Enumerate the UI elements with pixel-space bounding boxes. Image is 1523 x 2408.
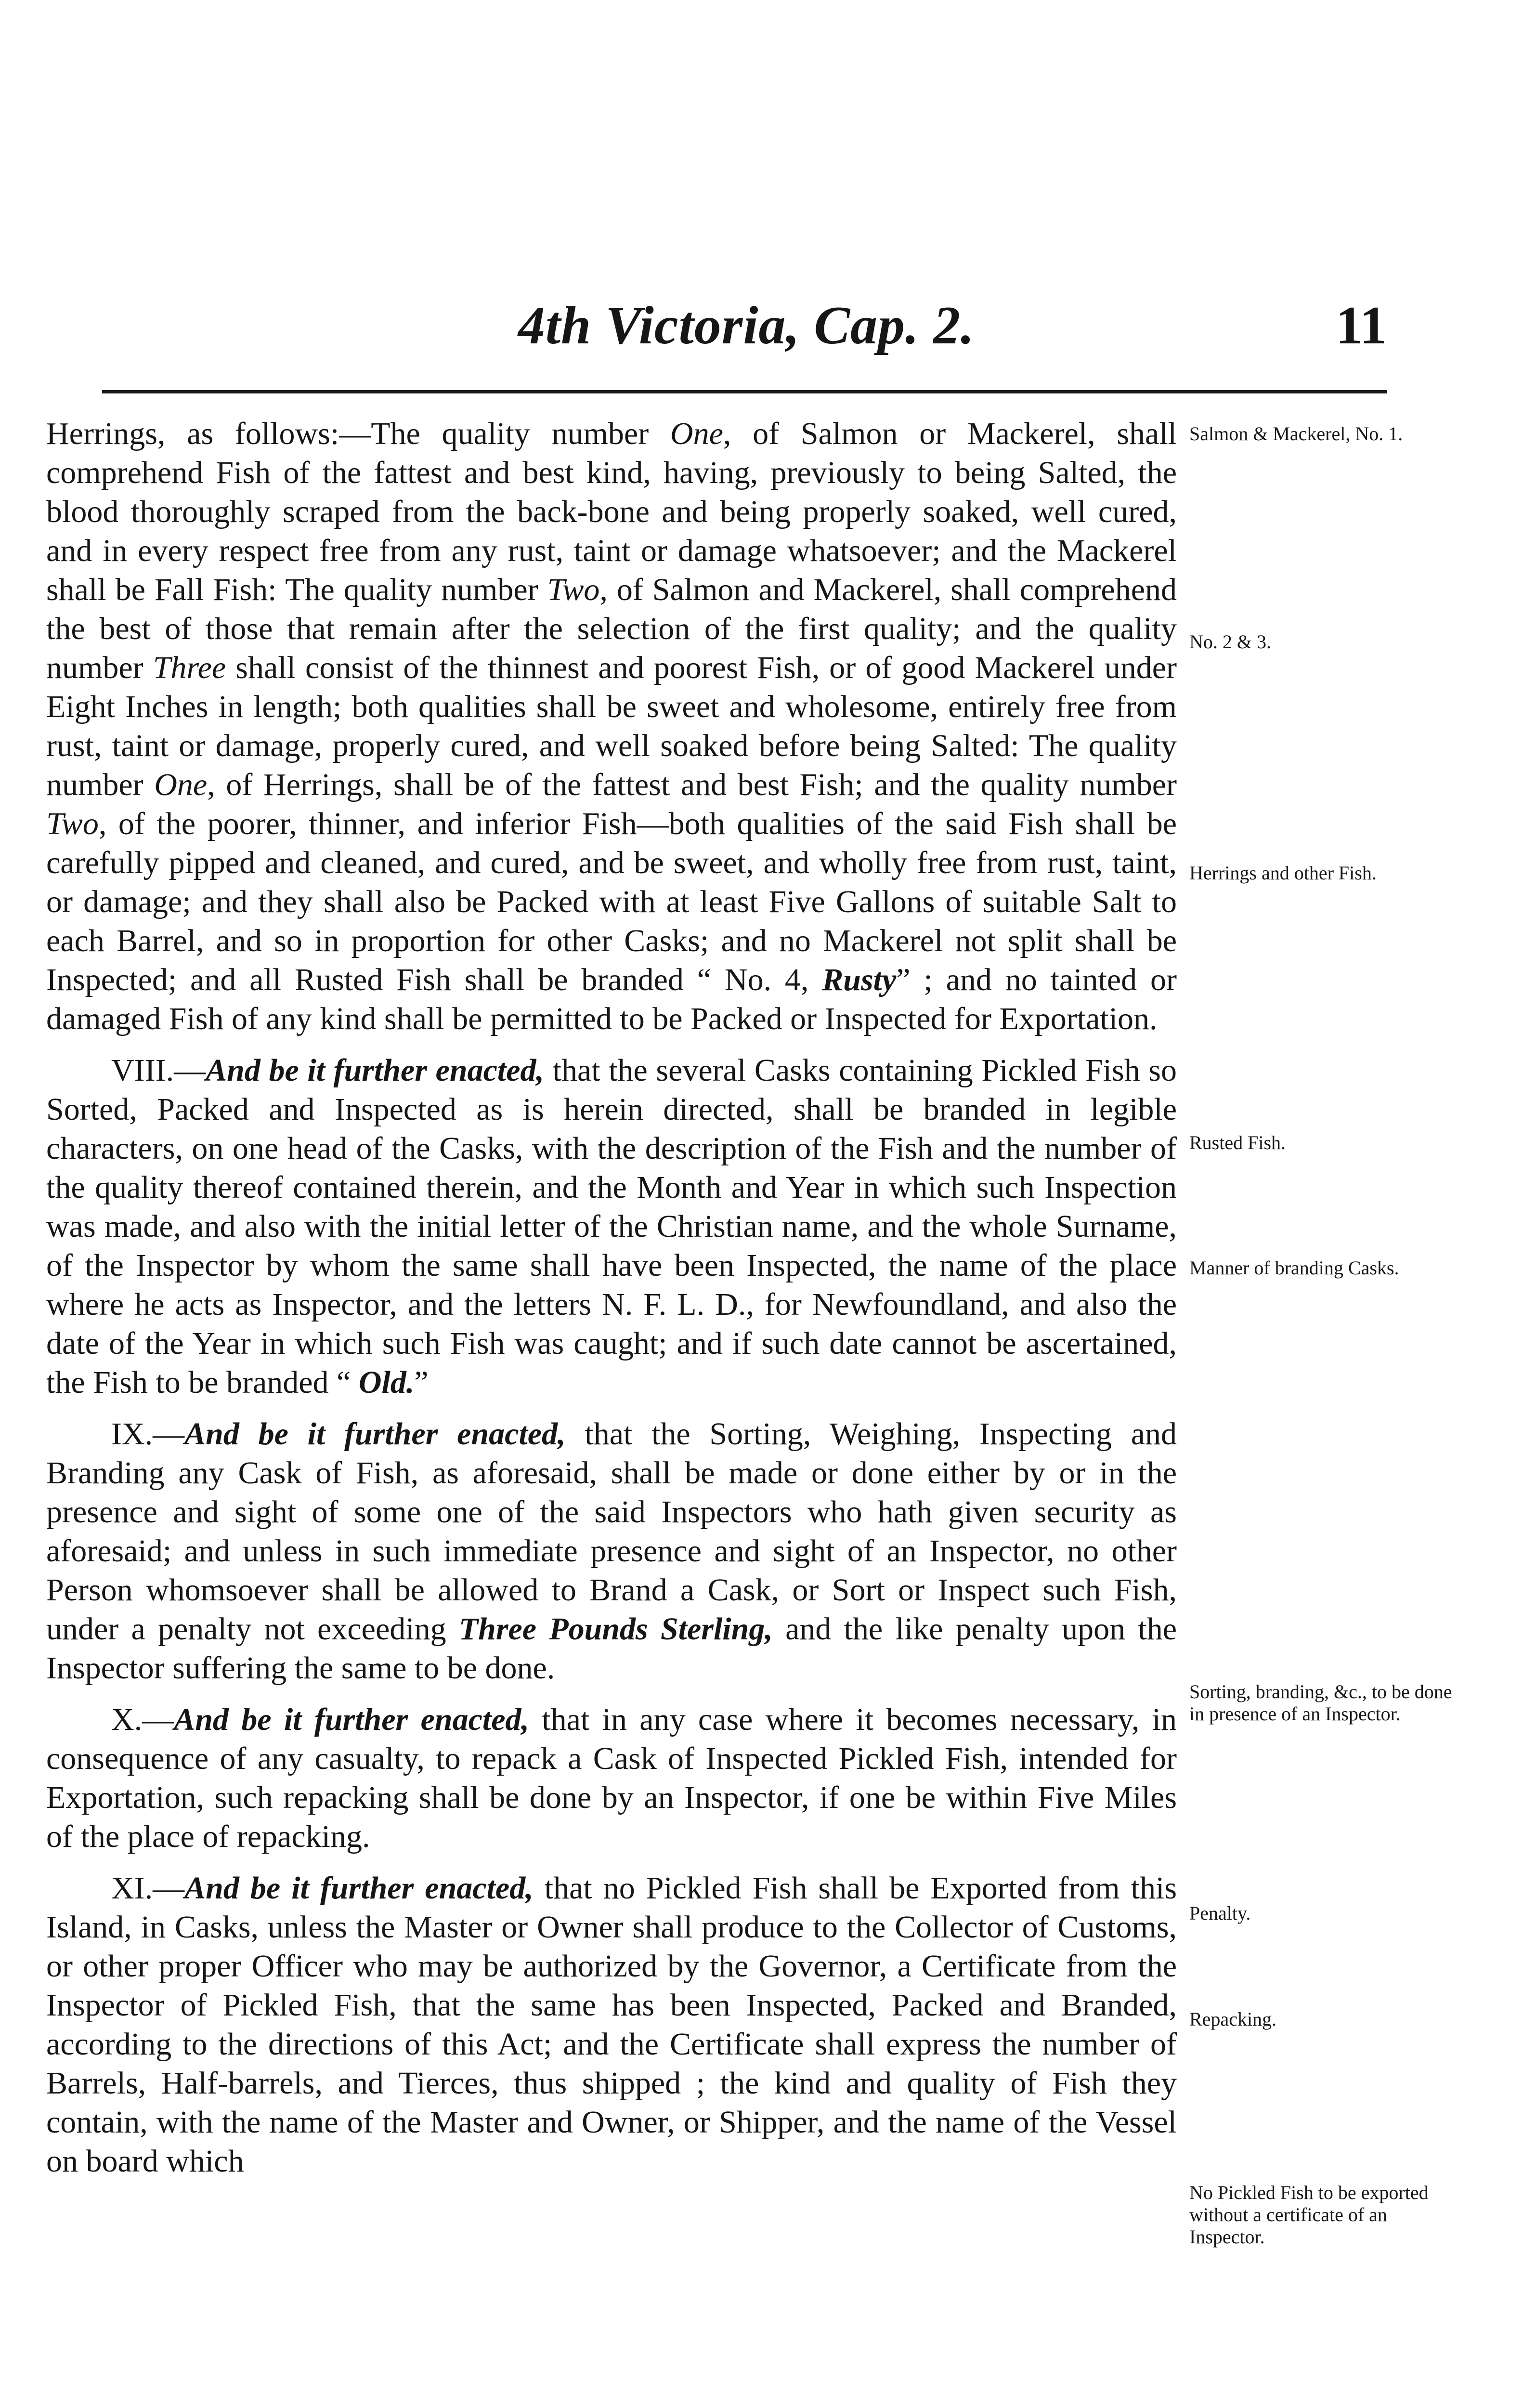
- paragraph-section-xi: XI.—And be it further enacted, that no Pickled Fish shall be Exported from this Island, in Casks, unless the Master or Owner shall produce to the Collector of Customs, or other proper Officer who may be authorized by the Governor, a Certificate from the Inspector of Pickled Fish, that the same has been Inspected, Packed and Branded, according to the directions of this Act; and the Certificate shall express the number of Barrels, Half-barrels, and Tierces, thus shipped ; the kind and quality of Fish they contain, with the name of the Master and Owner, or Shipper, and the name of the Vessel on board which: [46, 1871, 1177, 2179]
- paragraph-section-ix: IX.—And be it further enacted, that the Sorting, Weighing, Inspecting and Branding any Cask of Fish, as aforesaid, shall be made or done either by or in the presence and sight of some one of the said Inspectors who hath given security as aforesaid; and unless in such immediate presence and sight of an Inspector, no other Person whomsoever shall be allowed to Brand a Cask, or Sort or Inspect such Fish, under a penalty not exceeding Three Pounds Sterling, and the like penalty upon the Inspector suffering the same to be done.: [46, 1416, 1177, 1686]
- margin-note-penalty: Penalty.: [1189, 1902, 1251, 1924]
- margin-note-sorting: Sorting, branding, &c., to be done in presence of an Inspector.: [1189, 1681, 1452, 1725]
- header-rule: [102, 390, 1387, 393]
- paragraph-qualities: Herrings, as follows:—The quality number One, of Salmon or Mackerel, shall comprehend Fish of the fattest and best kind, having, previously to being Salted, the blood thoroughly scraped from the back-bone and being properly soaked, well cured, and in every respect free from any rust, taint or damage whatsoever; and the Mackerel shall be Fall Fish: The quality number Two, of Salmon and Mackerel, shall comprehend the best of those that remain after the selection of the first quality; and the quality number Three shall consist of the thinnest and poorest Fish, or of good Mackerel under Eight Inches in length; both qualities shall be sweet and wholesome, entirely free from rust, taint or damage, properly cured, and well soaked before being Salted: The quality number One, of Herrings, shall be of the fattest and best Fish; and the quality number Two, of the poorer, thinner, and inferior Fish—both qualities of the said Fish shall be carefully pipped and cleaned, and cured, and be sweet, and wholly free from rust, taint, or damage; and they shall also be Packed with at least Five Gallons of suitable Salt to each Barrel, and so in proportion for other Casks; and no Mackerel not split shall be Inspected; and all Rusted Fish shall be branded “ No. 4, Rusty” ; and no tainted or damaged Fish of any kind shall be permitted to be Packed or Inspected for Exportation.: [46, 416, 1177, 1036]
- margin-note-no-export: No Pickled Fish to be exported without a certificate of an Inspector.: [1189, 2182, 1429, 2248]
- margin-note-repacking: Repacking.: [1189, 2008, 1277, 2030]
- body-text: [46, 414, 1177, 2193]
- paragraph-section-viii: VIII.—And be it further enacted, that the several Casks containing Pickled Fish so Sorted, Packed and Inspected as is herein directed, shall be branded in legible characters, on one head of the Casks, with the description of the Fish and the number of the quality thereof contained therein, and the Month and Year in which such Inspection was made, and also with the initial letter of the Christian name, and the whole Surname, of the Inspector by whom the same shall have been Inspected, the name of the place where he acts as Inspector, and the letters N. F. L. D., for Newfoundland, and also the date of the Year in which such Fish was caught; and if such date cannot be ascertained, the Fish to be branded “ Old.”: [46, 1053, 1177, 1400]
- margin-note-rusted: Rusted Fish.: [1189, 1132, 1286, 1153]
- page-number: 11: [1336, 296, 1387, 355]
- margin-note-no23: No. 2 & 3.: [1189, 631, 1271, 653]
- margin-note-branding: Manner of branding Casks.: [1189, 1257, 1399, 1279]
- margin-note-herrings: Herrings and other Fish.: [1189, 862, 1377, 884]
- paragraph-section-x: X.—And be it further enacted, that in any case where it becomes necessary, in consequence of any casualty, to repack a Cask of Inspected Pickled Fish, intended for Exportation, such repacking shall be done by an Inspector, if one be within Five Miles of the place of repacking.: [46, 1702, 1177, 1854]
- running-title: 4th Victoria, Cap. 2.: [518, 296, 975, 355]
- page-header: [106, 295, 1387, 372]
- margin-note-salmon: Salmon & Mackerel, No. 1.: [1189, 423, 1403, 445]
